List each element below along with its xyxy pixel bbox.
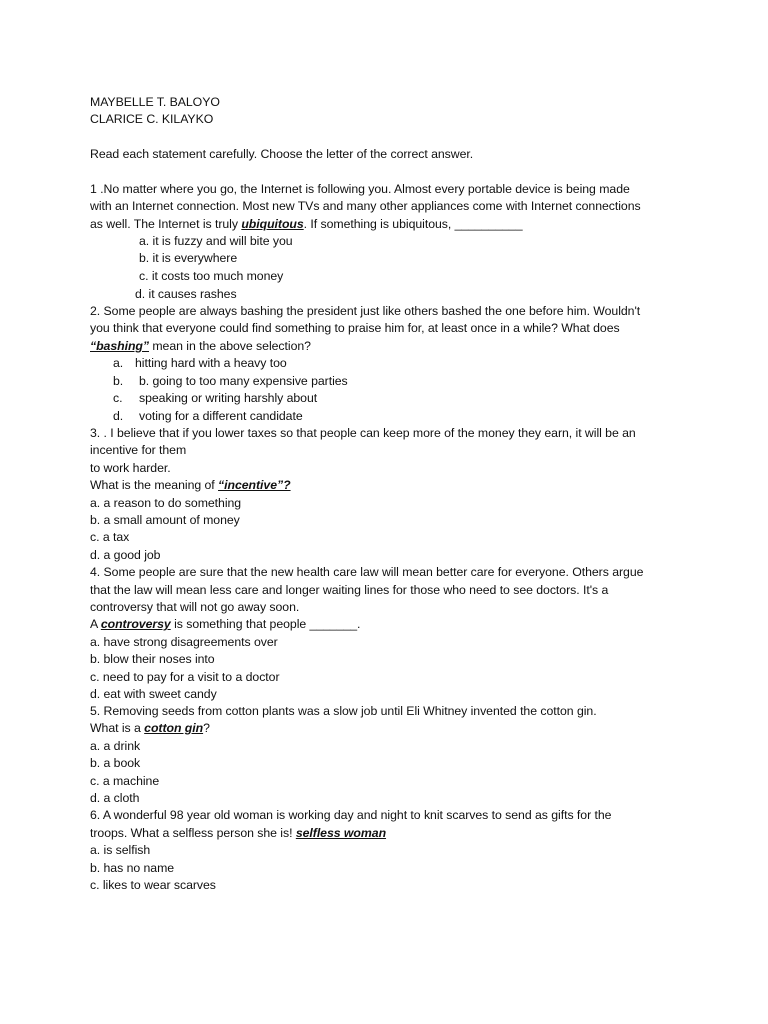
question-2-text: “bashing” mean in the above selection? [90,339,311,353]
answer-option: c. a tax [90,530,130,544]
answer-option: a. it is fuzzy and will bite you [139,234,293,248]
question-3-text: 3. . I believe that if you lower taxes so that people can keep more of the money they earn, it will be an [90,426,636,440]
answer-option: c. need to pay for a visit to a doctor [90,670,280,684]
question-5-text: What is a cotton gin? [90,721,210,735]
question-4-text: that the law will mean less care and longer waiting lines for those who need to see doctors. It's a [90,583,609,597]
answer-option: speaking or writing harshly about [139,391,318,405]
answer-option: d. eat with sweet candy [90,687,217,701]
answer-option: a. is selfish [90,843,151,857]
answer-option: c. likes to wear scarves [90,878,216,892]
question-4-text: 4. Some people are sure that the new health care law will mean better care for everyone. Others argue [90,565,644,579]
keyword-cotton-gin: cotton gin [144,721,204,735]
answer-option: a. a reason to do something [90,496,242,510]
answer-option: d. a cloth [90,791,140,805]
answer-letter: d. [113,409,124,423]
answer-option: a. have strong disagreements over [90,635,278,649]
answer-option: d. it causes rashes [135,287,237,301]
answer-option: hitting hard with a heavy too [135,356,287,370]
answer-letter: b. [113,374,124,388]
answer-option: d. a good job [90,548,161,562]
question-1-text: as well. The Internet is truly ubiquitous. If something is ubiquitous, __________ [90,217,523,231]
question-3-text: What is the meaning of “incentive”? [90,478,291,492]
answer-option: voting for a different candidate [139,409,303,423]
answer-option: a. a drink [90,739,141,753]
answer-option: b. has no name [90,861,175,875]
author-name: CLARICE C. KILAYKO [90,112,214,126]
question-4-text: A controversy is something that people _______. [90,617,361,631]
keyword-bashing: “bashing” [90,339,149,353]
question-4-text: controversy that will not go away soon. [90,600,300,614]
answer-option: b. it is everywhere [139,251,238,265]
answer-option: b. blow their noses into [90,652,215,666]
answer-letter: c. [113,391,123,405]
keyword-ubiquitous: ubiquitous [241,217,304,231]
question-6-text: troops. What a selfless person she is! selfless woman [90,826,387,840]
question-2-text: you think that everyone could find something to praise him for, at least once in a while? What does [90,321,620,335]
answer-letter: a. [113,356,124,370]
question-5-text: 5. Removing seeds from cotton plants was a slow job until Eli Whitney invented the cotton gin. [90,704,597,718]
answer-option: c. it costs too much money [139,269,284,283]
question-1-text: 1 .No matter where you go, the Internet is following you. Almost every portable device is being made [90,182,630,196]
answer-option: b. going to too many expensive parties [139,374,348,388]
author-name: MAYBELLE T. BALOYO [90,95,220,109]
instructions: Read each statement carefully. Choose the letter of the correct answer. [90,147,474,161]
question-1-text: with an Internet connection. Most new TVs and many other appliances come with Internet connections [90,199,641,213]
answer-option: b. a small amount of money [90,513,240,527]
question-3-text: incentive for them [90,443,187,457]
keyword-incentive: “incentive”? [218,478,291,492]
question-2-text: 2. Some people are always bashing the president just like others bashed the one before him. Wouldn't [90,304,641,318]
question-3-text: to work harder. [90,461,171,475]
keyword-controversy: controversy [100,617,171,631]
question-6-text: 6. A wonderful 98 year old woman is working day and night to knit scarves to send as gifts for the [90,808,612,822]
keyword-selfless-woman: selfless woman [295,826,387,840]
answer-option: c. a machine [90,774,160,788]
answer-option: b. a book [90,756,141,770]
